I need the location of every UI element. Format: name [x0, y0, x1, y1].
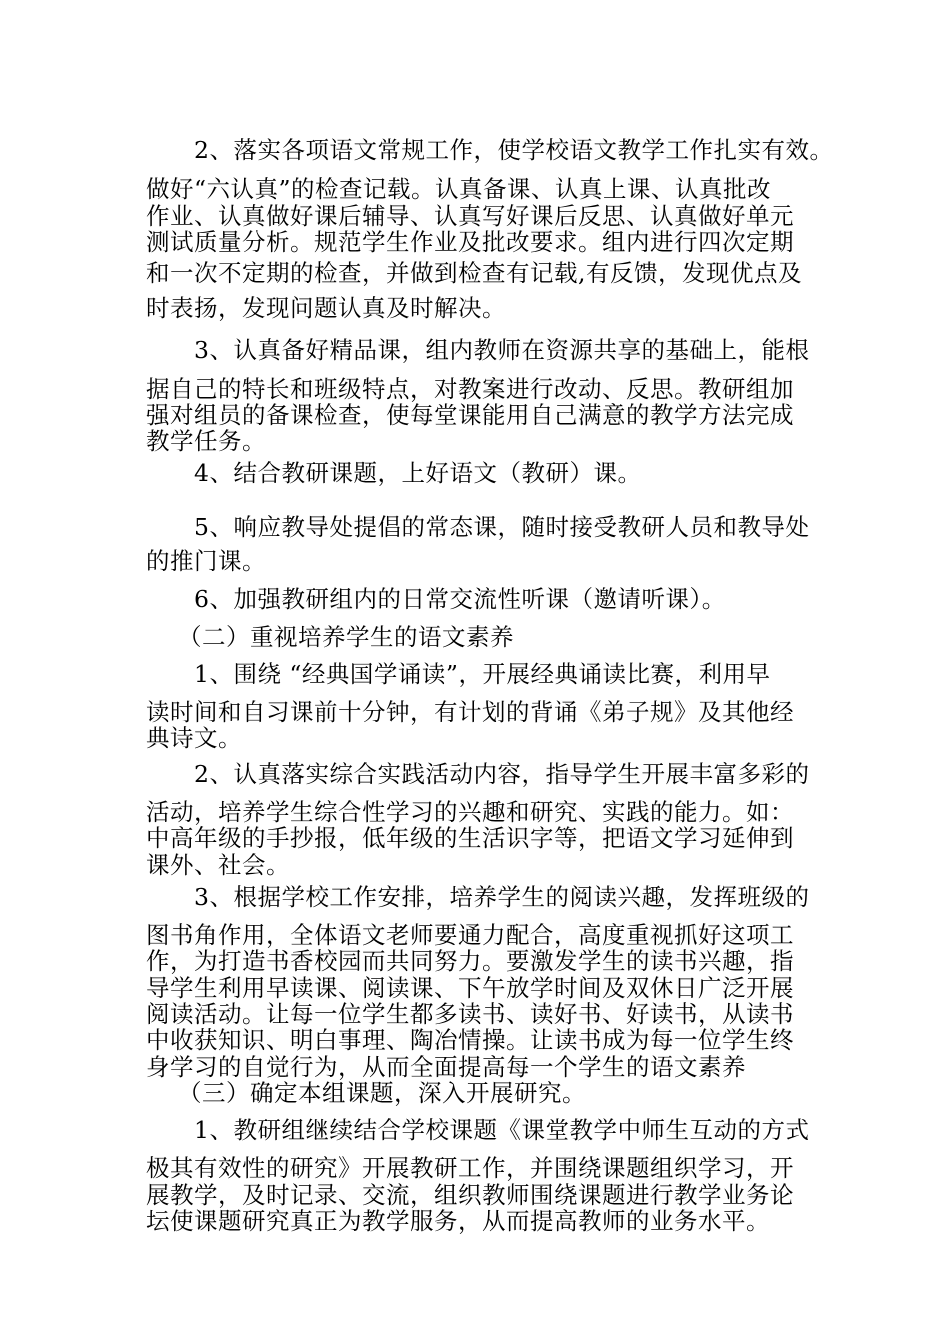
text-line: 3、认真备好精品课，组内教师在资源共享的基础上，能根 — [146, 336, 810, 364]
text-line: 测试质量分析。规范学生作业及批改要求。组内进行四次定期 — [146, 228, 794, 256]
text-line: （三）确定本组课题，深入开展研究。 — [146, 1079, 586, 1107]
text-line: 图书角作用，全体语文老师要通力配合，高度重视抓好这项工 — [146, 921, 794, 949]
text-line: 据自己的特长和班级特点，对教案进行改动、反思。教研组加 — [146, 375, 794, 403]
text-line: 4、结合教研课题，上好语文（教研）课。 — [146, 459, 642, 487]
text-line: 中收获知识、明白事理、陶冶情操。让读书成为每一位学生终 — [146, 1026, 794, 1054]
text-line: 极其有效性的研究》开展教研工作，并围绕课题组织学习，开 — [146, 1154, 794, 1182]
text-line: 活动，培养学生综合性学习的兴趣和研究、实践的能力。如： — [146, 798, 794, 826]
text-line: 导学生利用早读课、阅读课、下午放学时间及双休日广泛开展 — [146, 974, 794, 1002]
text-line: 时表扬，发现问题认真及时解决。 — [146, 294, 506, 322]
text-line: 做好“六认真”的检查记载。认真备课、认真上课、认真批改 — [146, 175, 772, 203]
text-line: 3、根据学校工作安排，培养学生的阅读兴趣，发挥班级的 — [146, 883, 810, 911]
text-line: 教学任务。 — [146, 427, 266, 455]
text-line: 和一次不定期的检查，并做到检查有记载,有反馈，发现优点及 — [146, 259, 802, 287]
text-line: 强对组员的备课检查，使每堂课能用自己满意的教学方法完成 — [146, 401, 794, 429]
text-line: 课外、社会。 — [146, 851, 290, 879]
text-line: 读时间和自习课前十分钟，有计划的背诵《弟子规》及其他经 — [146, 698, 794, 726]
text-line: 作业、认真做好课后辅导、认真写好课后反思、认真做好单元 — [146, 202, 794, 230]
text-line: 中高年级的手抄报，低年级的生活识字等，把语文学习延伸到 — [146, 824, 794, 852]
text-line: 坛使课题研究真正为教学服务，从而提高教师的业务水平。 — [146, 1207, 770, 1235]
text-line: 2、落实各项语文常规工作，使学校语文教学工作扎实有效。 — [146, 136, 834, 164]
text-line: 阅读活动。让每一位学生都多读书、读好书、好读书，从读书 — [146, 1000, 794, 1028]
text-line: 2、认真落实综合实践活动内容，指导学生开展丰富多彩的 — [146, 760, 810, 788]
text-line: 6、加强教研组内的日常交流性听课（邀请听课）。 — [146, 585, 726, 613]
text-line: （二）重视培养学生的语文素养 — [146, 623, 514, 651]
text-line: 作，为打造书香校园而共同努力。要激发学生的读书兴趣，指 — [146, 947, 794, 975]
text-line: 的推门课。 — [146, 547, 266, 575]
text-line: 1、教研组继续结合学校课题《课堂教学中师生互动的方式 — [146, 1116, 810, 1144]
text-line: 典诗文。 — [146, 724, 242, 752]
text-line: 5、响应教导处提倡的常态课，随时接受教研人员和教导处 — [146, 513, 810, 541]
text-line: 1、围绕 “经典国学诵读”，开展经典诵读比赛，利用早 — [146, 660, 771, 688]
text-line: 身学习的自觉行为，从而全面提高每一个学生的语文素养 — [146, 1053, 746, 1081]
text-line: 展教学，及时记录、交流，组织教师围绕课题进行教学业务论 — [146, 1181, 794, 1209]
